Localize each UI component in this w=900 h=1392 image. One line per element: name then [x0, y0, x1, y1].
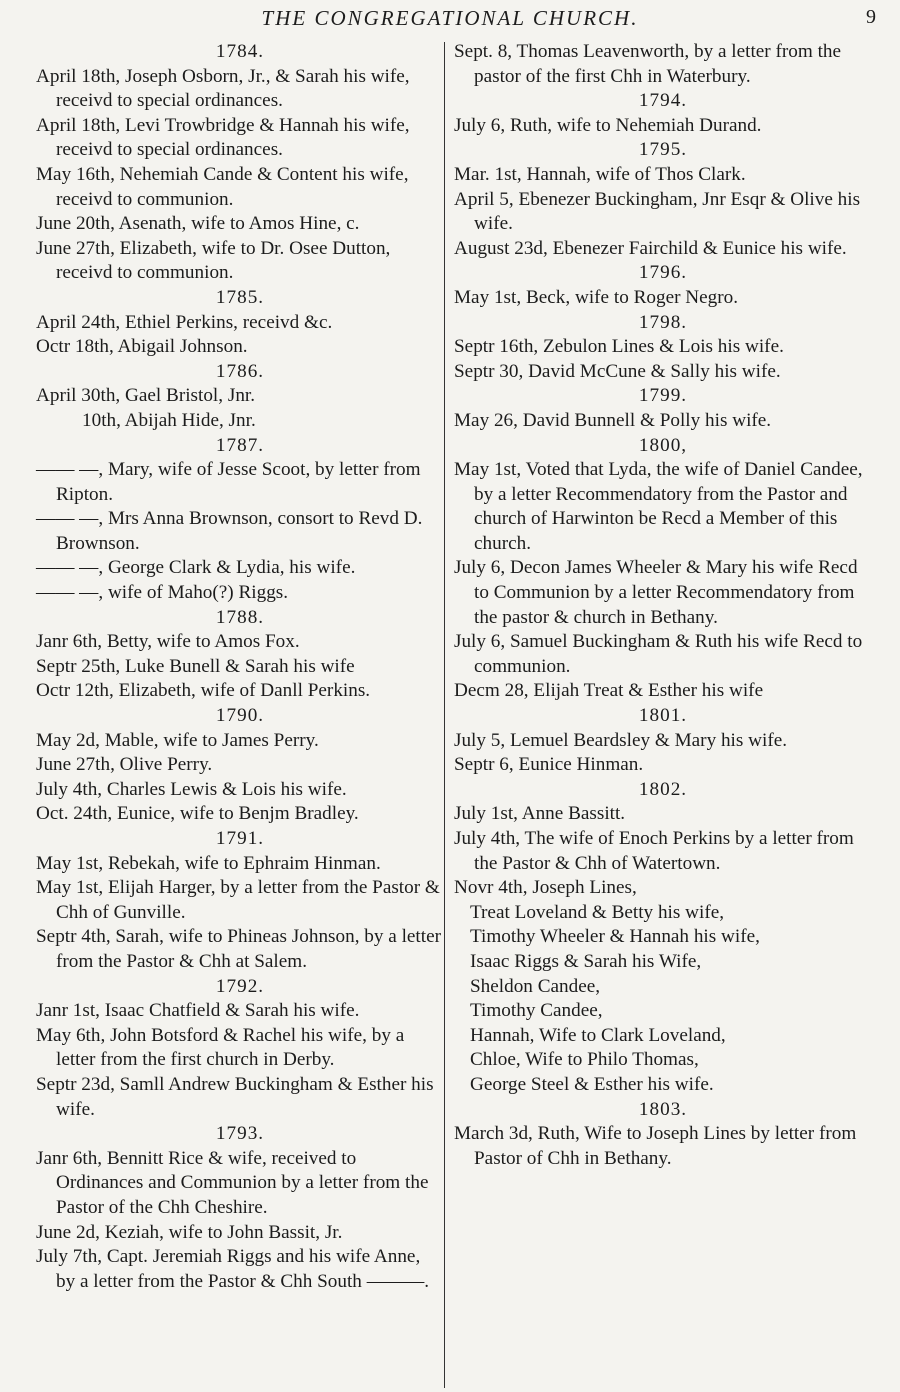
- record-entry: April 5, Ebenezer Buckingham, Jnr Esqr & Olive his wife.: [454, 188, 861, 235]
- year-heading: 1798.: [638, 311, 688, 333]
- record-entry: Janr 6th, Bennitt Rice & wife, received to Ordinances and Communion by a letter from the Pastor of the Chh Cheshire.: [36, 1147, 429, 1218]
- record-entry: August 23d, Ebenezer Fairchild & Eunice his wife.: [454, 237, 847, 259]
- column-divider: [444, 42, 445, 1388]
- member-name-line: Timothy Wheeler & Hannah his wife,: [470, 926, 760, 948]
- record-entry: Decm 28, Elijah Treat & Esther his wife: [454, 680, 764, 702]
- member-name-line: Chloe, Wife to Philo Thomas,: [470, 1049, 699, 1071]
- record-entry: Septr 16th, Zebulon Lines & Lois his wife.: [454, 336, 784, 358]
- record-entry: March 3d, Ruth, Wife to Joseph Lines by letter from Pastor of Chh in Bethany.: [454, 1123, 857, 1169]
- member-name-line: George Steel & Esther his wife.: [470, 1073, 714, 1095]
- record-entry: Octr 18th, Abigail Johnson.: [36, 336, 248, 358]
- record-entry: Septr 6, Eunice Hinman.: [454, 754, 644, 776]
- year-heading: 1796.: [638, 262, 688, 284]
- record-entry: Octr 12th, Elizabeth, wife of Danll Perkins.: [36, 680, 371, 702]
- record-entry: May 1st, Rebekah, wife to Ephraim Hinman.: [36, 852, 381, 874]
- year-heading: 1793.: [215, 1123, 265, 1145]
- member-name-line: Sheldon Candee,: [470, 975, 601, 997]
- year-heading: 1785.: [215, 286, 265, 308]
- record-entry: Janr 1st, Isaac Chatfield & Sarah his wife.: [36, 1000, 360, 1022]
- record-entry: —— —, Mary, wife of Jesse Scoot, by letter from Ripton.: [36, 459, 421, 505]
- year-heading: 1788.: [215, 606, 265, 628]
- record-entry: June 2d, Keziah, wife to John Bassit, Jr.: [36, 1221, 343, 1243]
- record-entry: April 24th, Ethiel Perkins, receivd &c.: [36, 311, 333, 333]
- record-entry: May 1st, Voted that Lyda, the wife of Daniel Candee, by a letter Recommendatory from the Pastor and church of Harwinton be Recd a Member of this church.: [454, 459, 863, 554]
- record-entry: Janr 6th, Betty, wife to Amos Fox.: [36, 631, 300, 653]
- running-title: THE CONGREGATIONAL CHURCH.: [261, 6, 639, 30]
- right-column: [454, 40, 872, 1171]
- record-entry: Sept. 8, Thomas Leavenworth, by a letter from the pastor of the first Chh in Waterbury.: [454, 41, 842, 87]
- record-entry: April 30th, Gael Bristol, Jnr.: [36, 385, 256, 407]
- record-entry: May 1st, Beck, wife to Roger Negro.: [454, 286, 739, 308]
- year-heading: 1784.: [215, 41, 265, 62]
- record-entry: May 26, David Bunnell & Polly his wife.: [454, 409, 772, 431]
- record-entry: June 27th, Olive Perry.: [36, 754, 213, 776]
- record-entry: July 6, Decon James Wheeler & Mary his wife Recd to Communion by a letter Recommendatory from the pastor & church in Bethany.: [454, 557, 858, 628]
- record-entry: July 6, Samuel Buckingham & Ruth his wife Recd to communion.: [454, 631, 863, 677]
- record-entry: July 5, Lemuel Beardsley & Mary his wife.: [454, 729, 788, 751]
- record-entry: June 27th, Elizabeth, wife to Dr. Osee Dutton, receivd to communion.: [36, 237, 391, 284]
- record-entry: 10th, Abijah Hide, Jnr.: [82, 409, 256, 431]
- year-heading: 1795.: [638, 139, 688, 161]
- record-entry: July 6, Ruth, wife to Nehemiah Durand.: [454, 114, 762, 136]
- record-entry: June 20th, Asenath, wife to Amos Hine, c.: [36, 213, 360, 235]
- year-heading: 1787.: [215, 434, 265, 456]
- page-number: 9: [866, 6, 876, 28]
- record-entry: —— —, wife of Maho(?) Riggs.: [36, 582, 289, 604]
- member-name-line: Treat Loveland & Betty his wife,: [470, 901, 725, 923]
- record-entry: Septr 23d, Samll Andrew Buckingham & Esther his wife.: [36, 1073, 434, 1120]
- member-name-line: Timothy Candee,: [470, 1000, 603, 1022]
- year-heading: 1794.: [638, 90, 688, 112]
- record-entry: July 1st, Anne Bassitt.: [454, 803, 626, 825]
- year-heading: 1790.: [215, 705, 265, 727]
- record-entry: Mar. 1st, Hannah, wife of Thos Clark.: [454, 163, 746, 185]
- year-heading: 1802.: [638, 778, 688, 800]
- record-entry: April 18th, Joseph Osborn, Jr., & Sarah his wife, receivd to special ordinances.: [36, 65, 410, 112]
- record-entry: Septr 4th, Sarah, wife to Phineas Johnson, by a letter from the Pastor & Chh at Salem.: [36, 926, 441, 972]
- record-entry: Septr 25th, Luke Bunell & Sarah his wife: [36, 655, 355, 677]
- record-entry: July 7th, Capt. Jeremiah Riggs and his wife Anne, by a letter from the Pastor & Chh South ———.: [36, 1246, 430, 1292]
- record-entry: July 4th, Charles Lewis & Lois his wife.: [36, 778, 347, 800]
- record-entry: May 1st, Elijah Harger, by a letter from the Pastor & Chh of Gunville.: [36, 877, 440, 923]
- record-entry: May 16th, Nehemiah Cande & Content his wife, receivd to communion.: [36, 163, 409, 210]
- record-entry: Novr 4th, Joseph Lines,: [454, 877, 637, 899]
- year-heading: 1799.: [638, 385, 688, 407]
- record-entry: —— —, Mrs Anna Brownson, consort to Revd D. Brownson.: [36, 508, 423, 554]
- record-entry: —— —, George Clark & Lydia, his wife.: [36, 557, 356, 579]
- record-entry: July 4th, The wife of Enoch Perkins by a letter from the Pastor & Chh of Watertown.: [454, 828, 854, 874]
- record-entry: April 18th, Levi Trowbridge & Hannah his wife, receivd to special ordinances.: [36, 114, 410, 161]
- year-heading: 1800,: [638, 434, 688, 456]
- year-heading: 1786.: [215, 360, 265, 382]
- member-name-line: Hannah, Wife to Clark Loveland,: [470, 1024, 726, 1046]
- year-heading: 1801.: [638, 705, 688, 727]
- year-heading: 1791.: [215, 828, 265, 849]
- year-heading: 1803.: [638, 1098, 688, 1120]
- left-column: [36, 40, 444, 1294]
- year-heading: 1792.: [215, 975, 265, 997]
- member-name-line: Isaac Riggs & Sarah his Wife,: [470, 950, 702, 972]
- record-entry: May 6th, John Botsford & Rachel his wife, by a letter from the first church in Derby.: [36, 1024, 405, 1071]
- record-entry: Oct. 24th, Eunice, wife to Benjm Bradley.: [36, 803, 359, 825]
- record-entry: May 2d, Mable, wife to James Perry.: [36, 729, 319, 751]
- page-header: [0, 4, 900, 32]
- record-entry: Septr 30, David McCune & Sally his wife.: [454, 360, 781, 382]
